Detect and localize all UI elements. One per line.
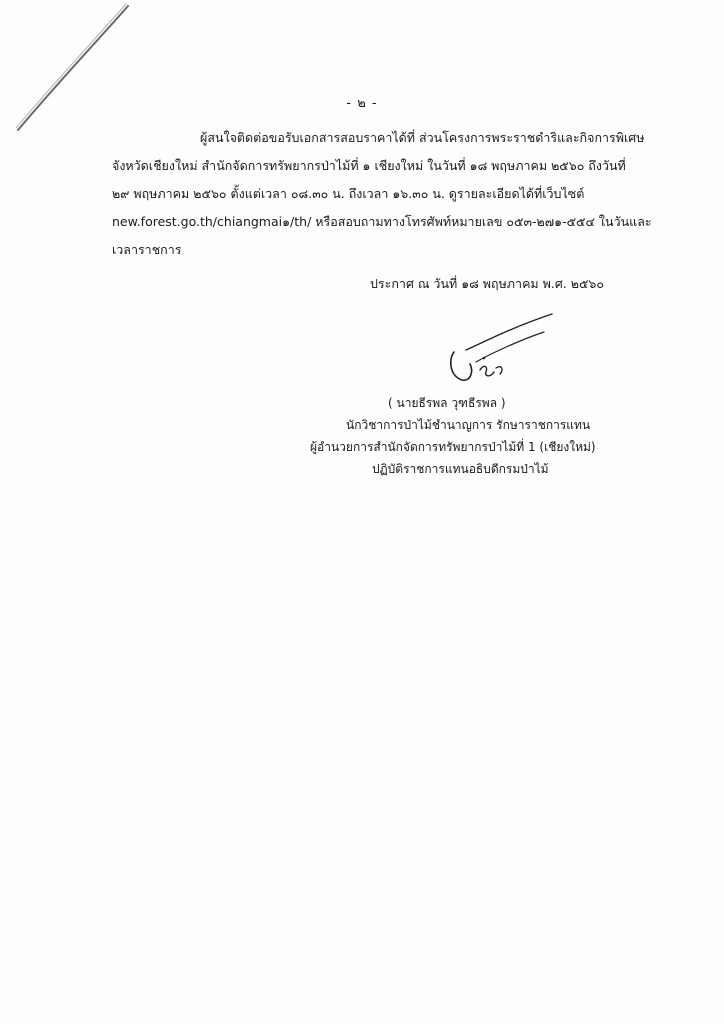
announcement-date: ประกาศ ณ วันที่ ๑๘ พฤษภาคม พ.ศ. ๒๕๖๐ <box>370 276 604 291</box>
body-line: เวลาราชการ <box>112 242 182 257</box>
signer-block <box>310 392 640 480</box>
handwritten-signature <box>440 310 560 390</box>
body-line: จังหวัดเชียงใหม่ สำนักจัดการทรัพยากรป่าไม้ที่ ๑ เชียงใหม่ ในวันที่ ๑๘ พฤษภาคม ๒๕๖๐ ถึงวันที่ <box>112 158 626 173</box>
body-line: new.forest.go.th/chiangmai๑/th/ หรือสอบถามทางโทรศัพท์หมายเลข ๐๕๓-๒๗๑-๕๕๔ ในวันและ <box>112 214 652 229</box>
body-line: ผู้สนใจติดต่อขอรับเอกสารสอบราคาได้ที่ ส่วนโครงการพระราชดำริและกิจการพิเศษ <box>200 130 645 145</box>
signer-organization: ผู้อำนวยการสำนักจัดการทรัพยากรป่าไม้ที่ 1 (เชียงใหม่) <box>310 440 596 454</box>
page-number: - ๒ - <box>346 96 378 111</box>
signer-name: ( นายธีรพล วุฑธีรพล ) <box>388 396 506 410</box>
body-paragraph <box>112 124 660 264</box>
fold-mark <box>0 0 140 140</box>
signer-acting-for: ปฏิบัติราชการแทนอธิบดีกรมป่าไม้ <box>372 462 549 476</box>
signer-position: นักวิชาการป่าไม้ชำนาญการ รักษาราชการแทน <box>346 418 591 432</box>
body-line: ๒๙ พฤษภาคม ๒๕๖๐ ตั้งแต่เวลา ๐๘.๓๐ น. ถึงเวลา ๑๖.๓๐ น. ดูรายละเอียดได้ที่เว็บไซต์ <box>112 186 585 201</box>
